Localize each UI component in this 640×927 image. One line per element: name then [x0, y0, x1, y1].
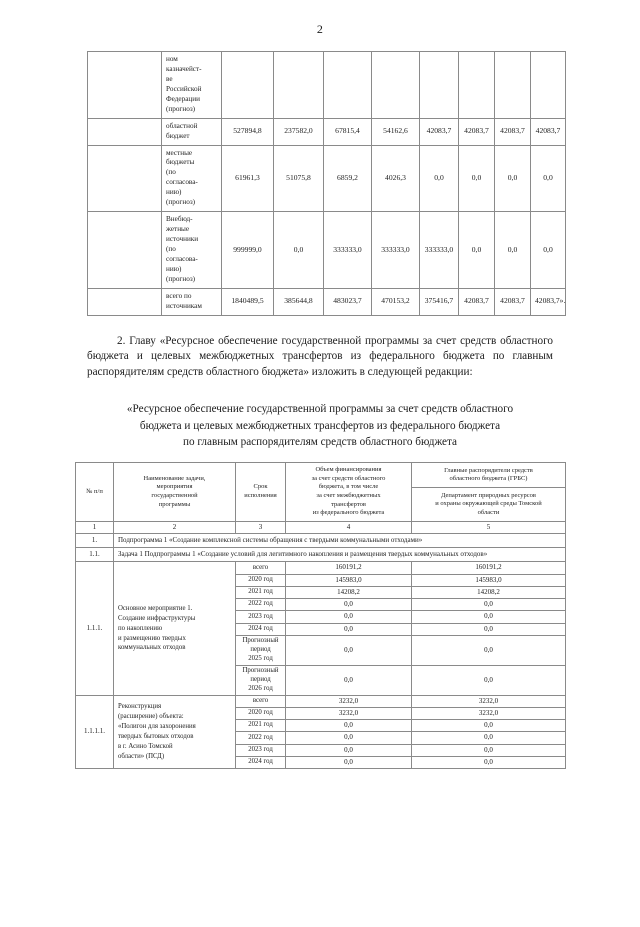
period-cell: 2022 год: [236, 599, 286, 611]
amount-cell: 0,0: [420, 145, 459, 212]
table-row: [88, 118, 566, 145]
table-header-row: [76, 463, 566, 488]
amount-cell: 0,0: [531, 145, 566, 212]
grbs-amount-cell: 145983,0: [412, 574, 566, 586]
header-term: Срок исполнения: [236, 463, 286, 521]
amount-cell: 385644,8: [274, 288, 324, 315]
measure-name-cell: Основное мероприятие 1. Создание инфраструктуры по накоплению и размещению твердых коммунальных отходов: [114, 562, 236, 695]
period-cell: 2023 год: [236, 744, 286, 756]
funding-amount-cell: 0,0: [286, 756, 412, 768]
grbs-amount-cell: 0,0: [412, 623, 566, 635]
grbs-amount-cell: 0,0: [412, 611, 566, 623]
subprogram-title-cell: Подпрограмма 1 «Создание комплексной системы обращения с твердыми коммунальными отходами»: [114, 534, 566, 548]
amount-cell: 0,0: [495, 145, 531, 212]
amount-cell: 42083,7: [495, 118, 531, 145]
amount-cell: 4026,3: [372, 145, 420, 212]
column-number-cell: 2: [114, 521, 236, 533]
header-number: № п/п: [76, 463, 114, 521]
amount-cell: 0,0: [531, 212, 566, 289]
row-index-cell: 1.1.: [76, 548, 114, 562]
amount-cell: [274, 52, 324, 119]
funding-amount-cell: 0,0: [286, 623, 412, 635]
amount-cell: 0,0: [459, 145, 495, 212]
amount-cell: 333333,0: [324, 212, 372, 289]
amount-cell: 54162,6: [372, 118, 420, 145]
period-cell: всего: [236, 562, 286, 574]
table-row: [76, 562, 566, 574]
grbs-amount-cell: 0,0: [412, 599, 566, 611]
grbs-amount-cell: 0,0: [412, 744, 566, 756]
amount-cell: 6859,2: [324, 145, 372, 212]
funding-amount-cell: 0,0: [286, 635, 412, 665]
period-cell: всего: [236, 695, 286, 707]
source-label-cell: ном казначейст- ве Российской Федерации (прогноз): [162, 52, 222, 119]
period-cell: 2024 год: [236, 756, 286, 768]
period-cell: 2021 год: [236, 720, 286, 732]
table-row: [88, 52, 566, 119]
grbs-amount-cell: 0,0: [412, 720, 566, 732]
row-index-cell: 1.1.1.1.: [76, 695, 114, 768]
amount-cell: 375416,7: [420, 288, 459, 315]
period-cell: Прогнозный период 2025 год: [236, 635, 286, 665]
amount-cell: 483023,7: [324, 288, 372, 315]
table-column-numbers-row: [76, 521, 566, 533]
funding-amount-cell: 0,0: [286, 665, 412, 695]
header-task-name: Наименование задачи, мероприятия государственной программы: [114, 463, 236, 521]
row-category-cell: [88, 212, 162, 289]
funding-amount-cell: 145983,0: [286, 574, 412, 586]
column-number-cell: 4: [286, 521, 412, 533]
amount-cell: 237582,0: [274, 118, 324, 145]
source-label-cell: всего по источникам: [162, 288, 222, 315]
funding-amount-cell: 0,0: [286, 611, 412, 623]
funding-amount-cell: 14208,2: [286, 586, 412, 598]
table-row: [76, 548, 566, 562]
amount-cell: 999999,0: [222, 212, 274, 289]
amount-cell: 1840489,5: [222, 288, 274, 315]
header-grbs: Главные распорядители средств областного бюджета (ГРБС): [412, 463, 566, 488]
grbs-amount-cell: 14208,2: [412, 586, 566, 598]
row-category-cell: [88, 52, 162, 119]
funding-amount-cell: 160191,2: [286, 562, 412, 574]
amount-cell: 42083,7: [531, 118, 566, 145]
grbs-amount-cell: 0,0: [412, 756, 566, 768]
amount-cell: [531, 52, 566, 119]
period-cell: 2020 год: [236, 707, 286, 719]
amount-cell: 67815,4: [324, 118, 372, 145]
grbs-amount-cell: 0,0: [412, 665, 566, 695]
grbs-amount-cell: 160191,2: [412, 562, 566, 574]
amount-cell: [495, 52, 531, 119]
amount-cell: 51075,8: [274, 145, 324, 212]
amount-cell: 470153,2: [372, 288, 420, 315]
amount-cell: [420, 52, 459, 119]
row-category-cell: [88, 145, 162, 212]
header-funding-volume: Объем финансирования за счет средств областного бюджета, в том числе за счет межбюджетных трансфертов из федерального бюджета: [286, 463, 412, 521]
period-cell: 2022 год: [236, 732, 286, 744]
table-row: [88, 288, 566, 315]
period-cell: 2021 год: [236, 586, 286, 598]
funding-amount-cell: 3232,0: [286, 695, 412, 707]
page-number: 2: [316, 22, 324, 36]
table-row: [76, 695, 566, 707]
period-cell: 2024 год: [236, 623, 286, 635]
amount-cell: 42083,7: [459, 118, 495, 145]
period-cell: Прогнозный период 2026 год: [236, 665, 286, 695]
source-label-cell: областной бюджет: [162, 118, 222, 145]
table-row: [88, 145, 566, 212]
section-heading: [95, 401, 545, 450]
measure-name-cell: Реконструкция (расширение) объекта: «Полигон для захоронения твердых бытовых отходов в г. Асино Томской области» (ПСД): [114, 695, 236, 768]
amount-cell: 42083,7: [495, 288, 531, 315]
amount-cell: 0,0: [274, 212, 324, 289]
row-category-cell: [88, 288, 162, 315]
amount-cell: 527894,8: [222, 118, 274, 145]
amendment-paragraph: 2. Главу «Ресурсное обеспечение государственной программы за счет средств областного бюджета и целевых межбюджетных трансфертов из федерального бюджета по главным распорядителям средств областного бюджета» изложить в следующей редакции:: [87, 334, 553, 379]
amount-cell: 333333,0: [420, 212, 459, 289]
section-heading-line-3: по главным распорядителям средств областного бюджета: [183, 435, 457, 448]
grbs-funding-table: [75, 462, 566, 769]
column-number-cell: 5: [412, 521, 566, 533]
grbs-amount-cell: 3232,0: [412, 707, 566, 719]
funding-amount-cell: 0,0: [286, 720, 412, 732]
subprogram-title-cell: Задача 1 Подпрограммы 1 «Создание условий для легитимного накопления и размещения твердых коммунальных отходов»: [114, 548, 566, 562]
row-index-cell: 1.1.1.: [76, 562, 114, 695]
table-row: [76, 534, 566, 548]
section-heading-line-1: «Ресурсное обеспечение государственной программы за счет средств областного: [126, 403, 514, 416]
amount-cell: 42083,7: [459, 288, 495, 315]
source-label-cell: местные бюджеты (по согласова- нию) (прогноз): [162, 145, 222, 212]
row-index-cell: 1.: [76, 534, 114, 548]
funding-amount-cell: 0,0: [286, 599, 412, 611]
grbs-amount-cell: 3232,0: [412, 695, 566, 707]
period-cell: 2023 год: [236, 611, 286, 623]
column-number-cell: 1: [76, 521, 114, 533]
table-row: [88, 212, 566, 289]
amount-cell: 0,0: [459, 212, 495, 289]
amount-cell: [222, 52, 274, 119]
amount-cell: [324, 52, 372, 119]
section-heading-line-2: бюджета и целевых межбюджетных трансфертов из федерального бюджета: [139, 419, 501, 432]
row-category-cell: [88, 118, 162, 145]
amount-cell: 61961,3: [222, 145, 274, 212]
source-label-cell: Внебюд- жетные источники (по согласова- нию) (прогноз): [162, 212, 222, 289]
grbs-amount-cell: 0,0: [412, 635, 566, 665]
period-cell: 2020 год: [236, 574, 286, 586]
funding-amount-cell: 0,0: [286, 732, 412, 744]
funding-amount-cell: 0,0: [286, 744, 412, 756]
amount-cell: 333333,0: [372, 212, 420, 289]
funding-amount-cell: 3232,0: [286, 707, 412, 719]
amount-cell: [372, 52, 420, 119]
amount-cell: 42083,7».: [531, 288, 566, 315]
header-grbs-department: Департамент природных ресурсов и охраны окружающей среды Томской области: [412, 488, 566, 522]
column-number-cell: 3: [236, 521, 286, 533]
amount-cell: [459, 52, 495, 119]
continuation-funding-table: [87, 51, 566, 316]
grbs-amount-cell: 0,0: [412, 732, 566, 744]
amount-cell: 42083,7: [420, 118, 459, 145]
document-page: [0, 22, 640, 927]
amount-cell: 0,0: [495, 212, 531, 289]
